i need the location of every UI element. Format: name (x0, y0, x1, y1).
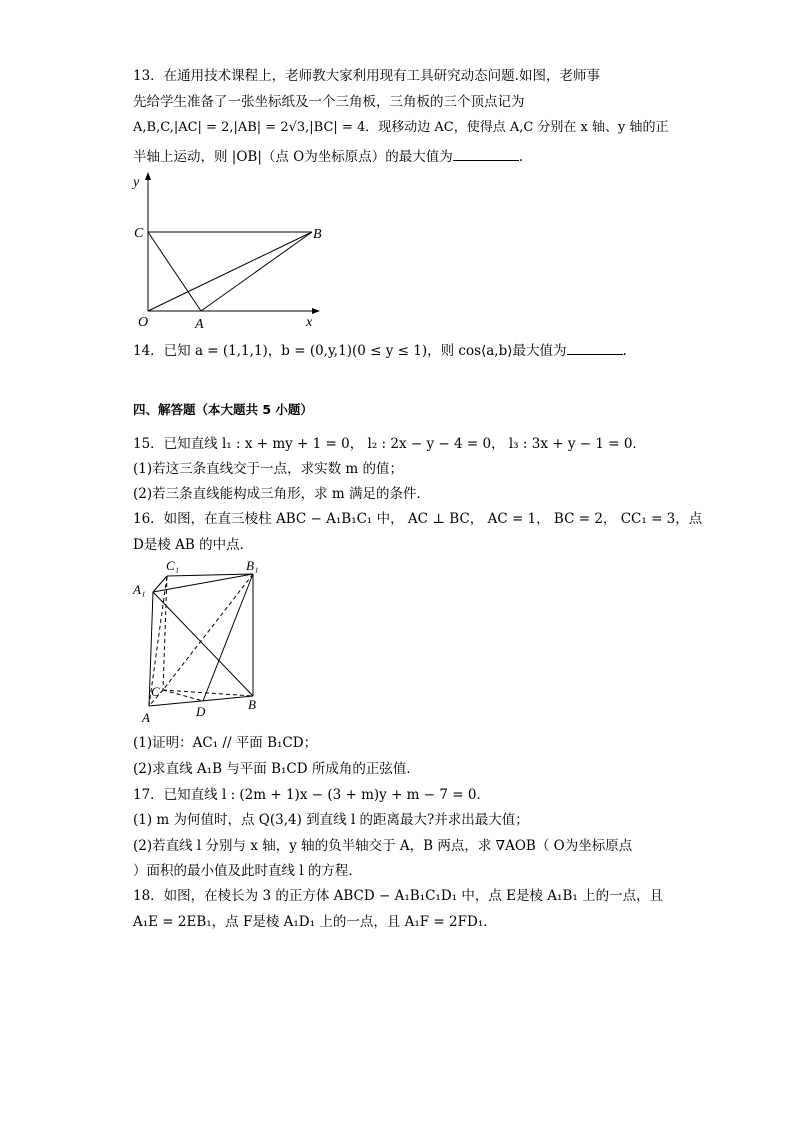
label-o: O (138, 315, 149, 330)
q17-sub2b: ）面积的最小值及此时直线 l 的方程． (133, 863, 362, 879)
y-axis-arrow (145, 172, 151, 180)
q13-line3: A,B,C,|AC| = 2,|AB| = 2√3,|BC| = 4．现移动边 AC，使得点 A,C 分别在 x 轴、y 轴的正 (133, 120, 669, 135)
segment-b1c-hidden (163, 574, 253, 690)
q13-line4-text: 半轴上运动，则 |OB|（点 O为坐标原点）的最大值为 (133, 149, 453, 165)
q15-sub1: (1)若这三条直线交于一点，求实数 m 的值； (133, 461, 404, 477)
q13-line1: 13．在通用技术课程上，老师教大家利用现有工具研究动态问题.如图，老师事 (133, 68, 600, 84)
q14-line (133, 340, 627, 361)
label-a: A (142, 710, 150, 725)
segment-b1d (203, 574, 253, 701)
label-a: A (195, 317, 204, 332)
segment-ca (148, 232, 201, 311)
label-c: C (151, 684, 160, 699)
label-b: B (313, 227, 322, 242)
q18-line2: A₁E = 2EB₁，点 F是棱 A₁D₁ 上的一点，且 A₁F = 2FD₁． (133, 914, 497, 930)
label-c1: C₁ (166, 558, 180, 573)
q17-sub2a: (2)若直线 l 分别与 x 轴，y 轴的负半轴交于 A，B 两点，求 ∇AOB（ O为坐标原点 (133, 838, 633, 854)
label-d: D (196, 704, 206, 719)
q16-line2: D是棱 AB 的中点． (133, 537, 254, 553)
figure-13-coordinate-triangle (120, 170, 330, 335)
segment-ob (148, 232, 312, 311)
x-axis-arrow (312, 308, 320, 314)
edge-a1b1 (153, 574, 253, 592)
edge-cb-hidden (163, 690, 253, 696)
section-heading: 四、解答题（本大题共 5 小题） (133, 402, 313, 417)
label-x: x (306, 315, 313, 330)
label-b: B (248, 697, 256, 712)
q13-line4-end: . (518, 149, 524, 165)
segment-cd-hidden (163, 690, 203, 701)
segment-ab (201, 232, 312, 311)
q13-line2: 先给学生准备了一张坐标纸及一个三角板，三角板的三个顶点记为 (133, 94, 525, 110)
answer-blank[interactable] (567, 340, 623, 355)
label-b1: B₁ (246, 558, 259, 573)
q15-sub2: (2)若三条直线能构成三角形，求 m 满足的条件． (133, 486, 431, 502)
figure-16-prism (130, 556, 275, 726)
label-y: y (133, 175, 140, 190)
label-c: C (134, 226, 144, 241)
q13-line4 (133, 146, 523, 167)
q14-text: 14．已知 a = (1,1,1)，b = (0,y,1)(0 ≤ y ≤ 1)，则 cos⟨a,b⟩最大值为 (133, 343, 567, 359)
q17-sub1: (1) m 为何值时，点 Q(3,4) 到直线 l 的距离最大?并求出最大值； (133, 812, 529, 828)
q17-line1: 17．已知直线 l : (2m + 1)x − (3 + m)y + m − 7 = 0． (133, 787, 490, 803)
q18-line1: 18．如图，在棱长为 3 的正方体 ABCD − A₁B₁C₁D₁ 中，点 E是棱 A₁B₁ 上的一点，且 (133, 888, 664, 904)
q15-line1: 15．已知直线 l₁ : x + my + 1 = 0， l₂ : 2x − y − 4 = 0， l₃ : 3x + y − 1 = 0． (133, 436, 646, 452)
edge-c1b1 (167, 574, 253, 576)
q14-end: . (622, 343, 627, 359)
segment-a1b (153, 592, 253, 696)
label-a1: A₁ (133, 582, 146, 597)
q16-sub1: (1)证明：AC₁ // 平面 B₁CD； (133, 735, 318, 751)
q16-line1: 16．如图，在直三棱柱 ABC − A₁B₁C₁ 中， AC ⊥ BC， AC = 1， BC = 2， CC₁ = 3，点 (133, 511, 703, 527)
q16-sub2: (2)求直线 A₁B 与平面 B₁CD 所成角的正弦值． (133, 761, 420, 777)
answer-blank[interactable] (453, 146, 519, 161)
